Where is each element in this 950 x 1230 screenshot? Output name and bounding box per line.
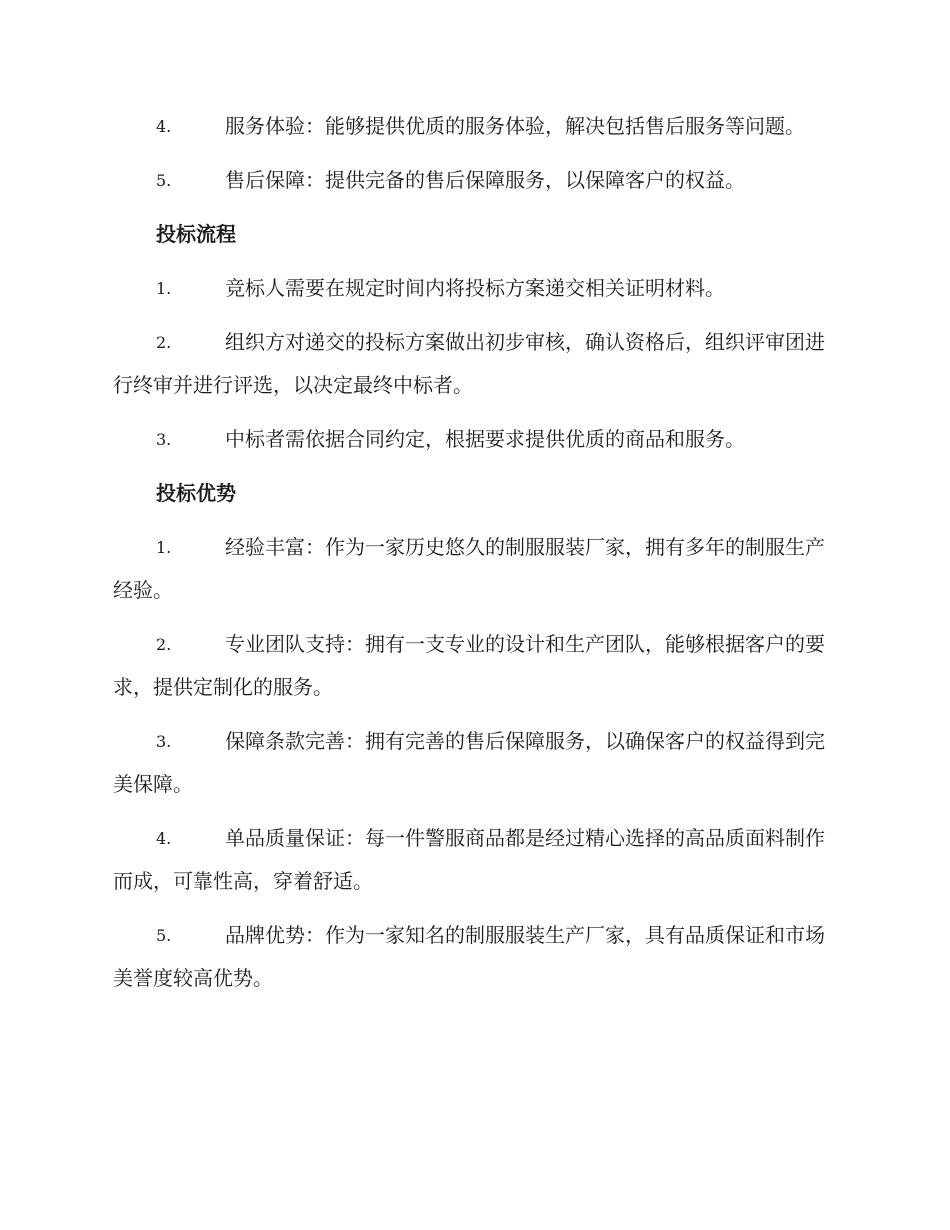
list-item [113,914,835,1000]
list-item [113,623,835,709]
list-text: 竞标人需要在规定时间内将投标方案递交相关证明材料。 [225,276,725,300]
list-number: 4. [156,829,172,848]
list-item [113,267,835,310]
list-number: 3. [156,732,172,751]
list-number: 2. [156,333,172,352]
list-number: 2. [156,635,172,654]
list-number: 1. [156,538,172,557]
list-item [113,817,835,903]
list-text: 经验丰富：作为一家历史悠久的制服服装厂家，拥有多年的制服生产经验。 [113,535,825,602]
list-number: 3. [156,430,172,449]
list-text: 保障条款完善：拥有完善的售后保障服务，以确保客户的权益得到完美保障。 [113,729,825,796]
list-item [113,321,835,407]
list-text: 服务体验：能够提供优质的服务体验，解决包括售后服务等问题。 [225,114,805,138]
list-text: 组织方对递交的投标方案做出初步审核，确认资格后，组织评审团进行终审并进行评选，以决定最终中标者。 [113,330,825,397]
list-number: 5. [156,926,172,945]
list-item [113,159,835,202]
list-item [113,720,835,806]
list-text: 售后保障：提供完备的售后保障服务，以保障客户的权益。 [225,168,745,192]
list-number: 4. [156,117,172,136]
list-text: 单品质量保证：每一件警服商品都是经过精心选择的高品质面料制作而成，可靠性高，穿着舒适。 [113,826,825,893]
list-number: 5. [156,171,172,190]
list-item [113,418,835,461]
list-item [113,526,835,612]
list-text: 中标者需依据合同约定，根据要求提供优质的商品和服务。 [225,427,745,451]
list-text: 品牌优势：作为一家知名的制服服装生产厂家，具有品质保证和市场美誉度较高优势。 [113,923,825,990]
list-number: 1. [156,279,172,298]
section-heading-bidding-process: 投标流程 [156,222,236,246]
document-body [113,105,835,1011]
list-item [113,105,835,148]
section-heading-bidding-advantages: 投标优势 [156,481,236,505]
list-text: 专业团队支持：拥有一支专业的设计和生产团队，能够根据客户的要求，提供定制化的服务。 [113,632,825,699]
